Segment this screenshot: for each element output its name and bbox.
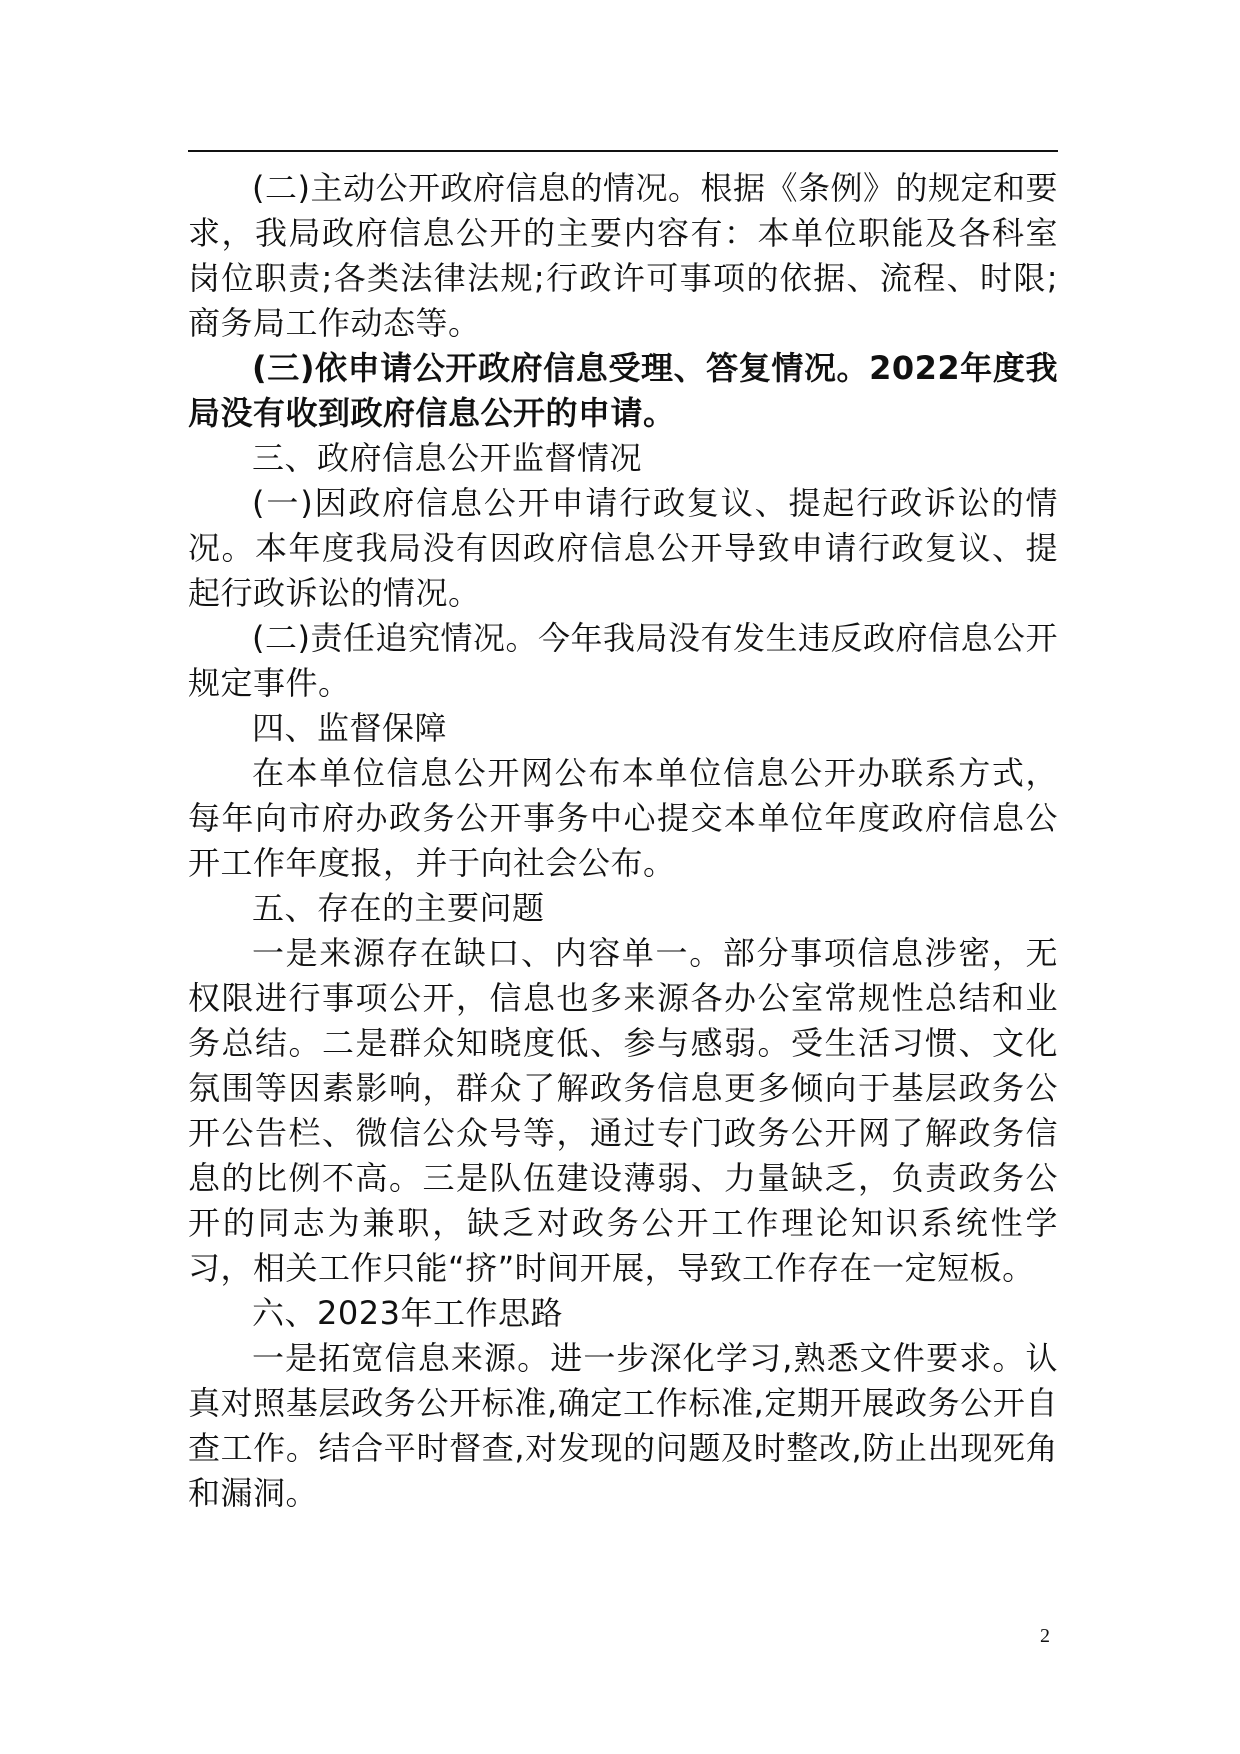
paragraph-guarantee: 在本单位信息公开网公布本单位信息公开办联系方式，每年向市府办政务公开事务中心提交本单位年度政府信息公开工作年度报，并于向社会公布。 bbox=[188, 754, 1058, 882]
section-heading-supervision: 三、政府信息公开监督情况 bbox=[252, 439, 643, 477]
page-number: 2 bbox=[1040, 1625, 1050, 1647]
section-heading-problems: 五、存在的主要问题 bbox=[252, 889, 545, 927]
header-rule bbox=[188, 150, 1058, 152]
section-heading-guarantee: 四、监督保障 bbox=[252, 709, 448, 747]
section-heading-work-plan: 六、2023年工作思路 bbox=[252, 1294, 563, 1332]
paragraph-work-plan: 一是拓宽信息来源。进一步深化学习,熟悉文件要求。认真对照基层政务公开标准,确定工作标准,定期开展政务公开自查工作。结合平时督查,对发现的问题及时整改,防止出现死角和漏洞。 bbox=[188, 1339, 1058, 1512]
document-body bbox=[188, 166, 1058, 1516]
paragraph-proactive-disclosure: (二)主动公开政府信息的情况。根据《条例》的规定和要求，我局政府信息公开的主要内容有：本单位职能及各科室岗位职责;各类法律法规;行政许可事项的依据、流程、时限;商务局工作动态等。 bbox=[188, 169, 1058, 342]
paragraph-problems: 一是来源存在缺口、内容单一。部分事项信息涉密，无权限进行事项公开，信息也多来源各办公室常规性总结和业务总结。二是群众知晓度低、参与感弱。受生活习惯、文化氛围等因素影响，群众了解政务信息更多倾向于基层政务公开公告栏、微信公众号等，通过专门政务公开网了解政务信息的比例不高。三是队伍建设薄弱、力量缺乏，负责政务公开的同志为兼职，缺乏对政务公开工作理论知识系统性学习，相关工作只能“挤”时间开展，导致工作存在一定短板。 bbox=[188, 934, 1058, 1287]
paragraph-application-disclosure: (三)依申请公开政府信息受理、答复情况。2022年度我局没有收到政府信息公开的申请。 bbox=[188, 349, 1058, 432]
paragraph-administrative-review: (一)因政府信息公开申请行政复议、提起行政诉讼的情况。本年度我局没有因政府信息公开导致申请行政复议、提起行政诉讼的情况。 bbox=[188, 484, 1058, 612]
paragraph-accountability: (二)责任追究情况。今年我局没有发生违反政府信息公开规定事件。 bbox=[188, 619, 1058, 702]
